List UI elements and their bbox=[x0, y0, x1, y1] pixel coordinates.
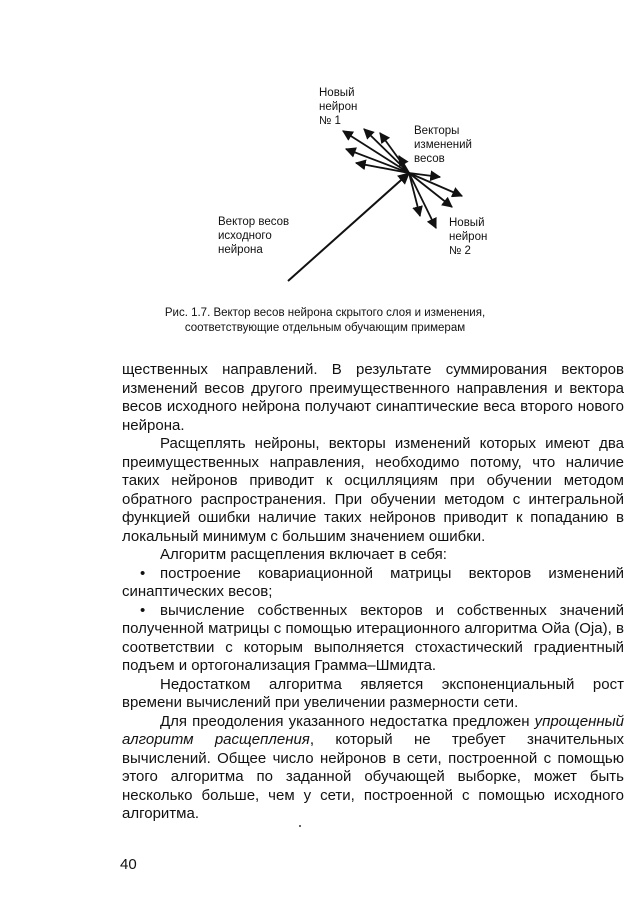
vector-diagram bbox=[0, 0, 642, 300]
p5-italic-term: упрощенный алгоритм расщепления bbox=[122, 712, 624, 748]
bullet-text-1: построение ковариационной матрицы векторов изменений синаптических весов; bbox=[122, 564, 624, 600]
paragraph-4: Недостатком алгоритма является экспоненциальный рост времени вычислений при увеличении размерности сети. bbox=[122, 675, 624, 711]
bullet-marker: • bbox=[140, 601, 146, 619]
bullet-text-2: вычисление собственных векторов и собственных значений полученной матрицы с помощью итерационного алгоритма Ойа (Oja), в соответствии с которым выполняется стохастический градиентный подъем и ортогонализация Грамма–Шмидта. bbox=[122, 601, 624, 674]
paragraph-3: Алгоритм расщепления включает в себя: bbox=[160, 546, 447, 563]
figure-1-7 bbox=[0, 0, 642, 300]
body-text bbox=[122, 361, 624, 824]
label-new-neuron-2: Новый нейрон № 2 bbox=[449, 217, 488, 257]
bullet-marker: • bbox=[140, 564, 146, 582]
original-weight-vector bbox=[288, 173, 409, 281]
paragraph-2: Расщеплять нейроны, векторы изменений которых имеют два преимущественных направления, необходимо потому, что наличие таких нейронов приводит к осцилляциям при обучении методом обратного распространения. При обучении методом с интегральной функцией ошибки наличие таких нейронов приводит к попаданию в локальный минимум с большим значением ошибки. bbox=[122, 435, 624, 545]
paragraph-5 bbox=[122, 713, 624, 824]
figure-caption bbox=[130, 306, 520, 336]
bullet-item-2 bbox=[122, 602, 624, 676]
caption-line-1: Рис. 1.7. Вектор весов нейрона скрытого слоя и изменения, bbox=[164, 307, 486, 319]
label-original-weights: Вектор весов исходного нейрона bbox=[218, 216, 290, 256]
caption-line-2: соответствующие отдельным обучающим примерам bbox=[184, 322, 466, 334]
label-change-vectors: Векторы изменений весов bbox=[414, 125, 472, 165]
p5-end: , который не требует значительных вычислений. Общее число нейронов в сети, построенной с помощью этого алгоритма по заданной обучающей выборке, может быть несколько больше, чем у сети, построенной с помощью исходного алгоритма. bbox=[122, 731, 625, 822]
change-vector bbox=[409, 173, 452, 207]
page-number: 40 bbox=[120, 856, 137, 873]
stray-dot bbox=[299, 825, 301, 827]
paragraph-1: щественных направлений. В результате суммирования векторов изменений весов другого преимущественного направления и вектора весов исходного нейрона получают синаптические веса второго нового нейрона. bbox=[122, 361, 624, 434]
p5-start: Для преодоления указанного недостатка предложен bbox=[160, 712, 535, 730]
bullet-item-1 bbox=[122, 565, 624, 602]
label-new-neuron-1: Новый нейрон № 1 bbox=[319, 87, 358, 127]
change-vector bbox=[409, 173, 436, 228]
